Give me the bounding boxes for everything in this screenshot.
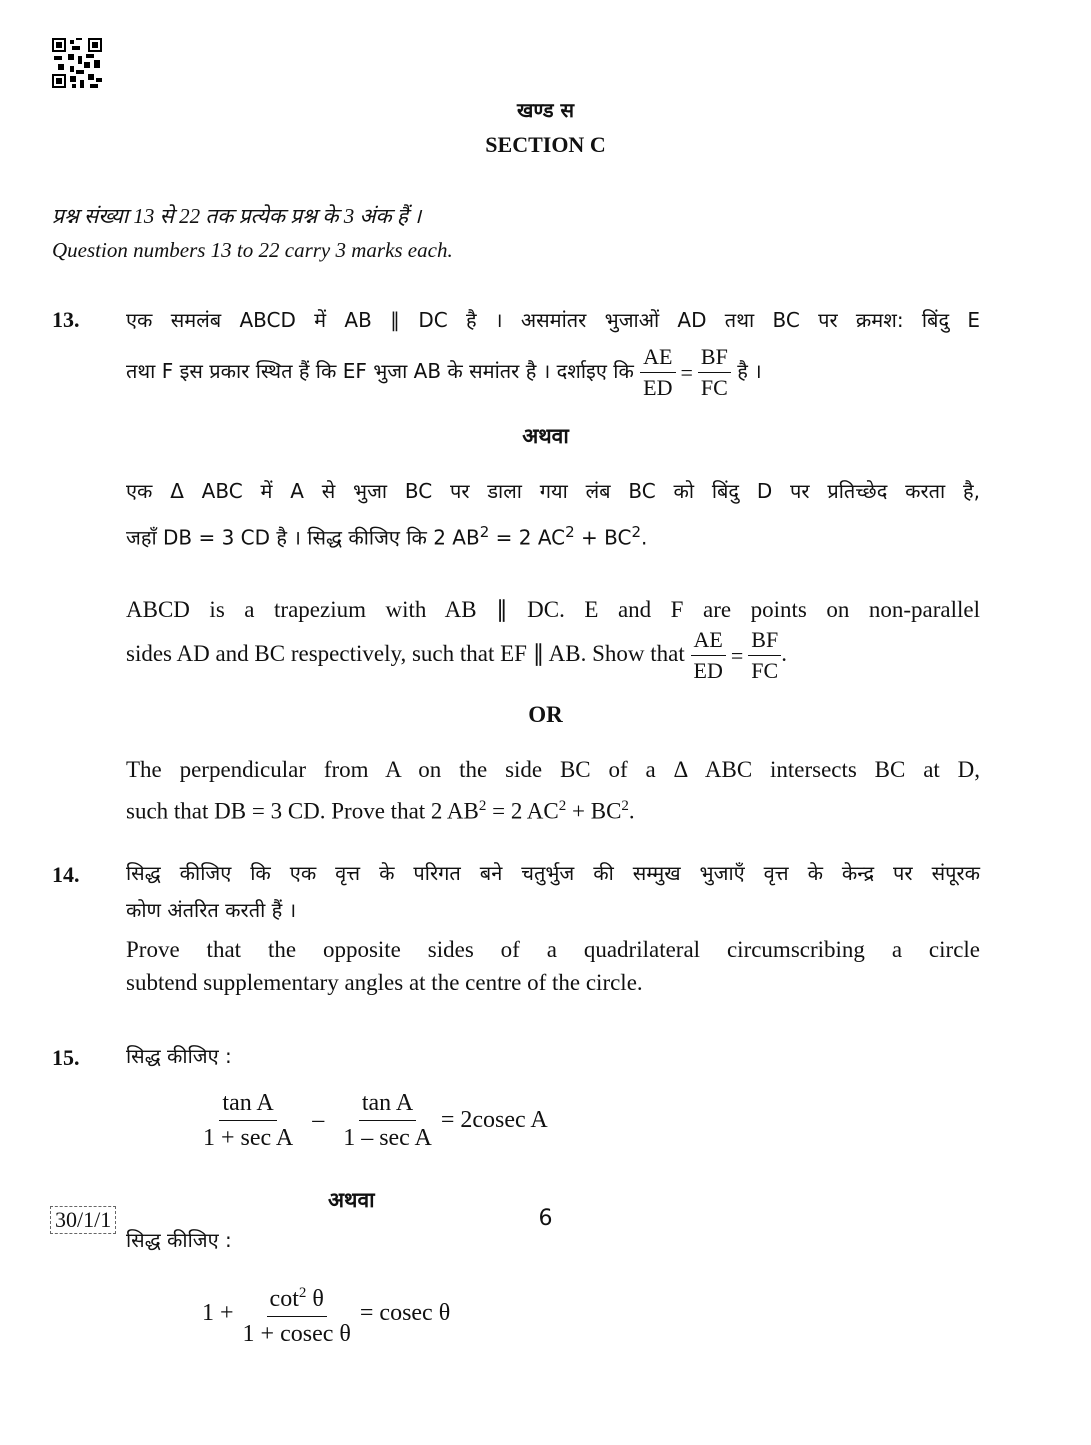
text-segment: such that DB = 3 CD. Prove that 2 AB bbox=[126, 798, 479, 824]
fraction-bf-fc bbox=[698, 342, 731, 403]
q13-hindi-line-2-end: है । bbox=[737, 359, 762, 383]
q13-alt-hindi-line-2 bbox=[126, 516, 980, 554]
q15-equation-1 bbox=[200, 1086, 548, 1155]
fraction-tan-over-one-plus-sec bbox=[200, 1086, 296, 1155]
fraction-tan-over-one-minus-sec bbox=[340, 1086, 435, 1155]
q15-equation-2 bbox=[202, 1276, 450, 1351]
q15-prove-hindi: सिद्ध कीजिए : bbox=[126, 1044, 232, 1068]
text-segment: . bbox=[628, 798, 635, 824]
superscript: 2 bbox=[621, 798, 629, 814]
instruction-english: Question numbers 13 to 22 carry 3 marks each. bbox=[52, 238, 453, 262]
q13-hindi-line-2-text: तथा F इस प्रकार स्थित हैं कि EF भुजा AB के समांतर है । दर्शाइए कि bbox=[126, 359, 634, 383]
fraction-denominator: 1 + cosec θ bbox=[242, 1321, 351, 1347]
q13-alt-english-line-1: The perpendicular from A on the side BC of a Δ ABC intersects BC at D, bbox=[126, 757, 980, 782]
section-title-english: SECTION C bbox=[485, 132, 606, 157]
q13-hindi-line-2 bbox=[126, 342, 980, 403]
q14-hindi-line-1: सिद्ध कीजिए कि एक वृत्त के परिगत बने चतुर्भुज की सम्मुख भुजाएँ वृत्त के केन्द्र पर संपूरक bbox=[126, 861, 980, 885]
fraction-denominator: 1 – sec A bbox=[343, 1125, 432, 1151]
superscript: 2 bbox=[631, 523, 642, 541]
text-segment: = 2 AC bbox=[489, 525, 566, 550]
superscript: 2 bbox=[565, 523, 575, 541]
minus-sign: – bbox=[312, 1107, 325, 1133]
text-segment: θ bbox=[306, 1286, 324, 1312]
fraction-bf-fc bbox=[748, 625, 781, 686]
qr-code-icon bbox=[52, 38, 102, 88]
instruction-hindi: प्रश्न संख्या 13 से 22 तक प्रत्येक प्रश्न के 3 अंक हैं । bbox=[52, 204, 422, 228]
q15-prove-hindi-2: सिद्ध कीजिए : bbox=[126, 1228, 232, 1252]
fraction-numerator: tan A bbox=[219, 1086, 276, 1121]
text-segment: cot bbox=[269, 1286, 299, 1312]
fraction-numerator: tan A bbox=[359, 1086, 416, 1121]
q13-english-line-2-text: sides AD and BC respectively, such that EF ∥ AB. Show that bbox=[126, 640, 685, 666]
or-label-english: OR bbox=[528, 702, 563, 727]
q14-english-line-1: Prove that the opposite sides of a quadrilateral circumscribing a circle bbox=[126, 937, 980, 962]
q13-hindi-line-1: एक समलंब ABCD में AB ∥ DC है । असमांतर भुजाओं AD तथा BC पर क्रमश: बिंदु E bbox=[126, 308, 980, 332]
fraction-ae-ed bbox=[691, 625, 726, 686]
superscript: 2 bbox=[298, 1285, 307, 1301]
fraction-denominator: ED bbox=[643, 375, 673, 400]
period: . bbox=[781, 640, 787, 666]
fraction-ae-ed bbox=[640, 342, 675, 403]
page-number: 6 bbox=[538, 1206, 553, 1231]
equals-sign: = bbox=[730, 642, 744, 668]
equation-rhs: = cosec θ bbox=[359, 1300, 451, 1326]
q14-english-line-2: subtend supplementary angles at the centre of the circle. bbox=[126, 970, 643, 995]
question-number: 14. bbox=[52, 862, 80, 887]
fraction-denominator: FC bbox=[700, 375, 728, 400]
equation-rhs: = 2cosec A bbox=[440, 1107, 548, 1133]
or-label-hindi: अथवा bbox=[328, 1188, 375, 1212]
q14-hindi-line-2: कोण अंतरित करती हैं । bbox=[126, 898, 297, 922]
text-segment: = 2 AC bbox=[486, 798, 559, 824]
fraction-cot-squared-over-one-plus-cosec bbox=[240, 1276, 354, 1351]
text-segment: जहाँ DB = 3 CD है । सिद्ध कीजिए कि 2 AB bbox=[126, 525, 480, 550]
equation-lhs: 1 + bbox=[202, 1300, 234, 1326]
fraction-numerator: BF bbox=[748, 625, 781, 656]
fraction-denominator: ED bbox=[693, 658, 723, 683]
q13-english-line-1: ABCD is a trapezium with AB ∥ DC. E and F are points on non-parallel bbox=[126, 597, 980, 622]
text-segment: + BC bbox=[566, 798, 622, 824]
fraction-numerator: AE bbox=[691, 625, 726, 656]
or-label-hindi: अथवा bbox=[522, 424, 569, 448]
question-number: 15. bbox=[52, 1045, 80, 1070]
q13-alt-english-line-2 bbox=[126, 790, 980, 828]
section-title-hindi: खण्ड स bbox=[516, 98, 575, 122]
superscript: 2 bbox=[479, 523, 490, 541]
superscript: 2 bbox=[478, 798, 487, 814]
fraction-numerator bbox=[267, 1276, 327, 1317]
text-segment: . bbox=[641, 525, 648, 550]
q13-english-line-2 bbox=[126, 625, 980, 686]
text-segment: + BC bbox=[574, 525, 632, 550]
fraction-denominator: 1 + sec A bbox=[203, 1125, 294, 1151]
paper-code: 30/1/1 bbox=[50, 1206, 116, 1234]
superscript: 2 bbox=[558, 798, 567, 814]
fraction-numerator: AE bbox=[640, 342, 675, 373]
fraction-numerator: BF bbox=[698, 342, 731, 373]
fraction-denominator: FC bbox=[751, 658, 779, 683]
q13-alt-hindi-line-1: एक Δ ABC में A से भुजा BC पर डाला गया लंब BC को बिंदु D पर प्रतिच्छेद करता है, bbox=[126, 479, 980, 503]
equals-sign: = bbox=[680, 359, 693, 385]
question-number: 13. bbox=[52, 307, 80, 332]
